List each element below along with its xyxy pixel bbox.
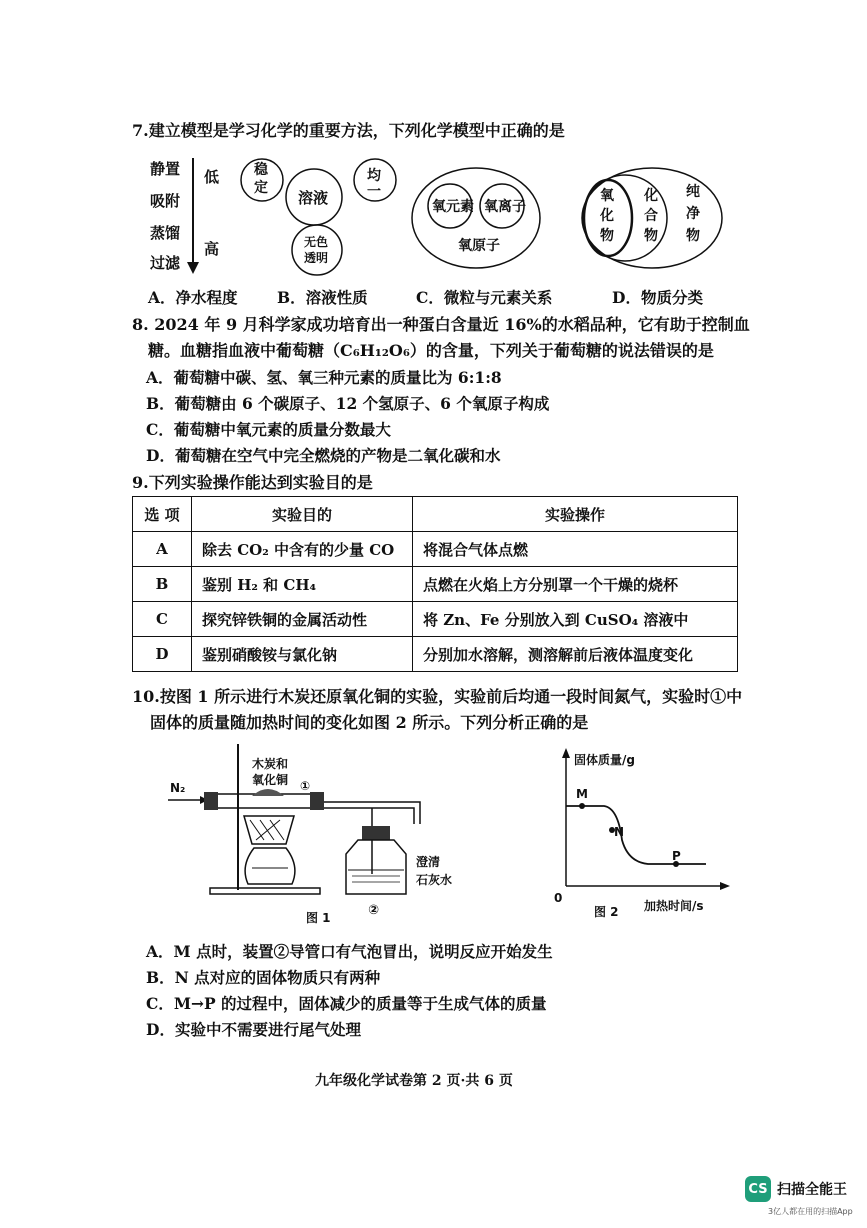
table-row: D 鉴别硝酸铵与氯化钠 分别加水溶解，测溶解前后液体温度变化 (133, 637, 738, 672)
step-label: 静置 (150, 160, 181, 178)
svg-text:图 2: 图 2 (594, 905, 619, 919)
q7-stem: 7.建立模型是学习化学的重要方法，下列化学模型中正确的是 (132, 121, 565, 140)
svg-text:合: 合 (644, 208, 658, 224)
scanner-name: 扫描全能王 (777, 1182, 847, 1198)
q7-figure-b (241, 159, 396, 275)
q8-option-c: C．葡萄糖中氧元素的质量分数最大 (146, 420, 391, 439)
low-label: 低 (204, 168, 220, 186)
scanner-tagline: 3亿人都在用的扫描App (768, 1207, 853, 1216)
svg-text:澄清: 澄清 (416, 855, 441, 869)
solution-label: 溶液 (298, 189, 329, 207)
table-row: A 除去 CO₂ 中含有的少量 CO 将混合气体点燃 (133, 532, 738, 567)
q7-figure-d (582, 168, 722, 268)
svg-text:均: 均 (367, 168, 381, 184)
svg-text:物: 物 (686, 228, 700, 244)
svg-text:固体质量/g: 固体质量/g (574, 753, 635, 767)
q7-option-a: A．净水程度 (148, 288, 238, 307)
scanner-watermark (745, 1176, 847, 1202)
table-row: B 鉴别 H₂ 和 CH₄ 点燃在火焰上方分别罩一个干燥的烧杯 (133, 567, 738, 602)
svg-text:氧化铜: 氧化铜 (252, 773, 289, 787)
svg-text:物: 物 (644, 228, 658, 244)
q10-option-c: C．M→P 的过程中，固体减少的质量等于生成气体的质量 (146, 994, 547, 1013)
svg-text:0: 0 (554, 891, 563, 905)
svg-text:木炭和: 木炭和 (252, 757, 289, 771)
q10-stem-line1: 10.按图 1 所示进行木炭还原氧化铜的实验，实验前后均通一段时间氮气，实验时①中 (132, 687, 743, 706)
q7-option-d: D．物质分类 (612, 288, 703, 307)
svg-text:氧: 氧 (600, 188, 614, 204)
q10-option-b: B．N 点对应的固体物质只有两种 (146, 968, 381, 987)
svg-text:化: 化 (644, 188, 658, 204)
q7-figure-a (149, 158, 219, 274)
table-row: C 探究锌铁铜的金属活动性 将 Zn、Fe 分别放入到 CuSO₄ 溶液中 (133, 602, 738, 637)
q10-option-d: D．实验中不需要进行尾气处理 (146, 1020, 361, 1039)
q7-figures (140, 150, 740, 280)
svg-text:②: ② (368, 903, 380, 918)
svg-text:①: ① (300, 779, 311, 793)
q8-stem-line2: 糖。血糖指血液中葡萄糖（C₆H₁₂O₆）的含量，下列关于葡萄糖的说法错误的是 (148, 341, 714, 360)
page-footer: 九年级化学试卷第 2 页·共 6 页 (315, 1073, 513, 1089)
step-label: 蒸馏 (150, 224, 181, 242)
step-label: 吸附 (150, 192, 181, 210)
svg-text:净: 净 (686, 206, 700, 222)
svg-text:N₂: N₂ (170, 781, 186, 795)
q8-option-d: D．葡萄糖在空气中完全燃烧的产物是二氧化碳和水 (146, 446, 501, 465)
q10-figure-2 (548, 744, 738, 920)
q8-stem-line1: 8. 2024 年 9 月科学家成功培育出一种蛋白含量近 16%的水稻品种，它有助于控制血 (132, 315, 750, 334)
q9-table (132, 496, 738, 672)
svg-text:定: 定 (254, 180, 268, 196)
q9-stem: 9.下列实验操作能达到实验目的是 (132, 473, 373, 492)
svg-text:稳: 稳 (254, 162, 268, 178)
table-header-row: 选 项 实验目的 实验操作 (133, 497, 738, 532)
svg-text:一: 一 (367, 184, 381, 200)
svg-text:石灰水: 石灰水 (416, 873, 453, 887)
q8-option-a: A．葡萄糖中碳、氢、氧三种元素的质量比为 6:1:8 (146, 368, 502, 387)
q7-option-c: C．微粒与元素关系 (416, 288, 553, 307)
q7-option-b: B．溶液性质 (277, 288, 368, 307)
svg-text:透明: 透明 (304, 251, 329, 265)
svg-text:P: P (672, 849, 681, 863)
q10-figure-1 (160, 738, 490, 928)
high-label: 高 (204, 240, 220, 258)
oxygen-element-label: 氧元素 (432, 199, 474, 215)
svg-text:N: N (614, 825, 625, 839)
svg-text:物: 物 (600, 228, 614, 244)
q10-stem-line2: 固体的质量随加热时间的变化如图 2 所示。下列分析正确的是 (150, 713, 589, 732)
oxygen-ion-label: 氧离子 (484, 199, 526, 215)
svg-text:化: 化 (600, 208, 614, 224)
svg-text:纯: 纯 (686, 184, 700, 200)
oxygen-atom-label: 氧原子 (458, 238, 500, 254)
svg-text:加热时间/s: 加热时间/s (644, 899, 704, 913)
svg-text:无色: 无色 (304, 235, 329, 249)
cs-logo-icon: CS (745, 1176, 771, 1202)
q7-figure-c (412, 168, 540, 268)
q10-option-a: A．M 点时，装置②导管口有气泡冒出，说明反应开始发生 (146, 942, 553, 961)
svg-text:图 1: 图 1 (306, 911, 331, 925)
arrow-down-icon (187, 262, 199, 274)
step-label: 过滤 (150, 254, 181, 272)
q8-option-b: B．葡萄糖由 6 个碳原子、12 个氢原子、6 个氧原子构成 (146, 394, 550, 413)
svg-text:M: M (576, 787, 588, 801)
